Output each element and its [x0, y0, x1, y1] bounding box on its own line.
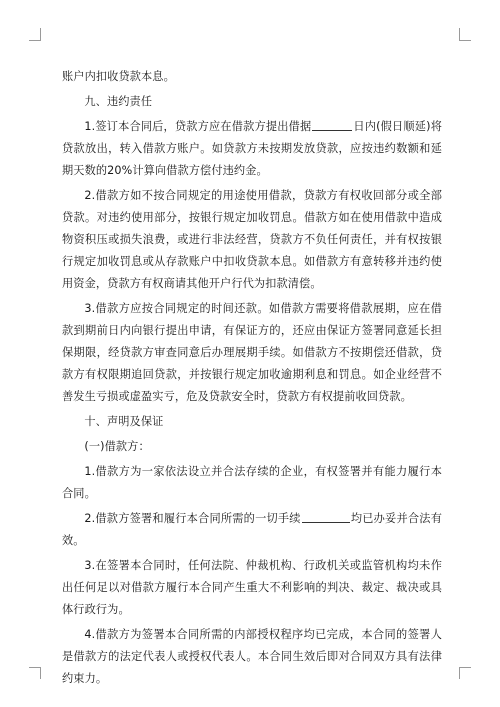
paragraph-text: 3.在签署本合同时，任何法院、仲裁机构、行政机关或监管机构均未作出任何足以对借款方履行本合同产生重大不利影响的判决、裁定、裁决或具体行政行为。 — [62, 559, 442, 616]
crop-mark-bottom-left-h — [29, 667, 41, 668]
paragraph — [62, 298, 442, 408]
paragraph — [62, 508, 442, 552]
section-heading — [62, 411, 442, 433]
paragraph-text: 1.借款方为一家依法设立并合法存续的企业，有权签署并有能力履行本合同。 — [62, 465, 442, 500]
paragraph — [62, 624, 442, 690]
paragraph-text: 4.借款方为签署本合同所需的内部授权程序均已完成，本合同的签署人是借款方的法定代表人或授权代表人。本合同生效后即对合同双方具有法律约束力。 — [62, 628, 442, 685]
document-body — [62, 66, 442, 693]
fill-in-blank — [302, 510, 350, 523]
paragraph-text: 均已办妥并合法有效。 — [62, 512, 442, 547]
crop-mark-top-right-v — [459, 28, 460, 40]
paragraph-text: (一)借款方： — [84, 440, 150, 453]
fill-in-blank — [312, 118, 352, 131]
crop-mark-top-left-v — [40, 28, 41, 40]
section-heading — [62, 91, 442, 113]
crop-mark-top-left-h — [29, 40, 41, 41]
paragraph-text: 十、声明及保证 — [84, 415, 164, 428]
paragraph-text: 2.借款方签署和履行本合同所需的一切手续 — [84, 512, 301, 525]
crop-mark-bottom-left-v — [40, 667, 41, 679]
paragraph — [62, 116, 442, 182]
paragraph-text: 1.签订本合同后，贷款方应在借款方提出借据 — [84, 120, 312, 133]
paragraph-text: 账户内扣收贷款本息。 — [62, 70, 175, 83]
paragraph — [62, 461, 442, 505]
paragraph — [62, 66, 442, 88]
paragraph — [62, 185, 442, 295]
section-heading — [62, 436, 442, 458]
paragraph-text: 日内(假日顺延)将贷款放出，转入借款方账户。如贷款方未按期发放贷款，应按违约数额和延期天数的20%计算向借款方偿付违约金。 — [62, 120, 442, 177]
paragraph-text: 3.借款方应按合同规定的时间还款。如借款方需要将借款展期，应在借款到期前日内向银行提出申请，有保证方的，还应由保证方签署同意延长担保期限，经贷款方审查同意后办理展期手续。如借款方不按期偿还借款，贷款方有权限期追回贷款，并按银行规定加收逾期利息和罚息。如企业经营不善发生亏损或虚盈实亏，危及贷款安全时，贷款方有权提前收回贷款。 — [62, 302, 442, 403]
crop-mark-bottom-right-h — [459, 667, 471, 668]
crop-mark-bottom-right-v — [459, 667, 460, 679]
crop-mark-top-right-h — [459, 40, 471, 41]
paragraph-text: 2.借款方如不按合同规定的用途使用借款，贷款方有权收回部分或全部贷款。对违约使用部分，按银行规定加收罚息。借款方如在使用借款中造成物资积压或损失浪费，或进行非法经营，贷款方不负任何责任，并有权按银行规定加收罚息或从存款账户中扣收贷款本息。如借款方有意转移并违约使用资金，贷款方有权商请其他开户行代为扣款清偿。 — [62, 189, 442, 290]
paragraph-text: 九、违约责任 — [84, 95, 153, 108]
paragraph — [62, 555, 442, 621]
